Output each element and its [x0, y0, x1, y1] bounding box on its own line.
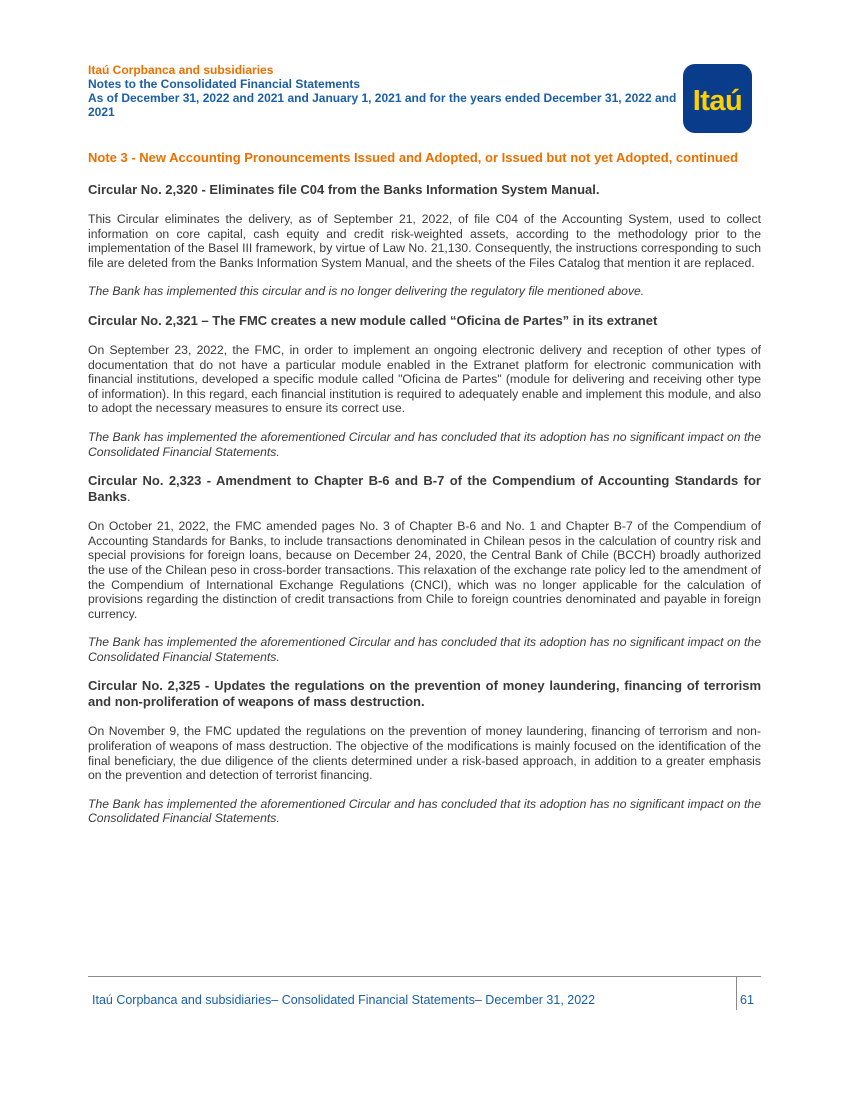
footer-text: Itaú Corpbanca and subsidiaries– Consolidated Financial Statements– December 31, 2022 — [92, 993, 596, 1007]
section-body: On November 9, the FMC updated the regulations on the prevention of money laundering, financing of terrorism and non-proliferation of weapons of mass destruction. The objective of the modifications is mainly focused on the identification of the final beneficiary, the due diligence of the clients determined under a risk-based approach, in addition to a greater emphasis on the prevention and detection of terrorist financing. — [88, 724, 761, 783]
section-heading — [88, 473, 761, 505]
note-title: Note 3 - New Accounting Pronouncements Issued and Adopted, or Issued but not yet Adopted, continued — [88, 150, 739, 165]
section-conclusion: The Bank has implemented the aforementioned Circular and has concluded that its adoption has no significant impact on the Consolidated Financial Statements. — [88, 635, 761, 664]
section-heading: Circular No. 2,325 - Updates the regulations on the prevention of money laundering, financing of terrorism and non-proliferation of weapons of mass destruction. — [88, 678, 761, 710]
header-period: As of December 31, 2022 and 2021 and January 1, 2021 and for the years ended December 31, 2022 and 2021 — [88, 91, 677, 119]
footer-divider — [88, 976, 761, 977]
header-title: Notes to the Consolidated Financial Statements — [88, 77, 361, 91]
page-header — [88, 63, 678, 119]
itau-logo — [683, 64, 752, 133]
section-heading: Circular No. 2,320 - Eliminates file C04 from the Banks Information System Manual. — [88, 182, 600, 197]
page-content — [88, 150, 761, 840]
section-heading-suffix: . — [127, 489, 131, 505]
section-heading-text: Circular No. 2,323 - Amendment to Chapter B-6 and B-7 of the Compendium of Accounting Standards for Banks — [88, 473, 761, 505]
footer-page-divider — [736, 976, 737, 1010]
section-conclusion: The Bank has implemented the aforementioned Circular and has concluded that its adoption has no significant impact on the Consolidated Financial Statements. — [88, 796, 761, 826]
section-conclusion: The Bank has implemented the aforementioned Circular and has concluded that its adoption has no significant impact on the Consolidated Financial Statements. — [88, 429, 761, 459]
section-body: This Circular eliminates the delivery, as of September 21, 2022, of file C04 of the Accounting System, used to collect information on core capital, cash equity and credit risk-weighted assets, according to the methodology prior to the implementation of the Basel III framework, by virtue of Law No. 21,130. Consequently, the instructions corresponding to such file are deleted from the Banks Information System Manual, and the sheets of the Files Catalog that mention it are replaced. — [88, 212, 761, 270]
logo-text: Itaú — [692, 85, 743, 117]
page-number: 61 — [740, 993, 754, 1007]
section-body: On October 21, 2022, the FMC amended pages No. 3 of Chapter B-6 and No. 1 and Chapter B-7 of the Compendium of Accounting Standards for Banks, to include transactions denominated in Chilean pesos in the calculation of country risk and special provisions for foreign loans, because on December 24, 2020, the Central Bank of Chile (BCCH) broadly authorized the use of the Chilean peso in cross-border transactions. This relaxation of the exchange rate policy led to the amendment of the Compendium of International Exchange Regulations (CNCI), which was no longer applicable for the calculation of provisions regarding the distinction of credit transactions from Chile to foreign countries denominated and payable in foreign currency. — [88, 519, 761, 621]
section-conclusion: The Bank has implemented this circular and is no longer delivering the regulatory file mentioned above. — [88, 284, 645, 299]
section-heading: Circular No. 2,321 – The FMC creates a new module called “Oficina de Partes” in its extranet — [88, 312, 658, 328]
header-company: Itaú Corpbanca and subsidiaries — [88, 63, 274, 77]
section-body: On September 23, 2022, the FMC, in order to implement an ongoing electronic delivery and reception of other types of documentation that do not have a particular module enabled in the Extranet platform for electronic communication with financial institutions, developed a specific module called "Oficina de Partes" (module for delivering and receiving other type of information). In this regard, each financial institution is required to adequately enable and implement this module, and also to adopt the necessary measures to ensure its correct use. — [88, 342, 761, 416]
